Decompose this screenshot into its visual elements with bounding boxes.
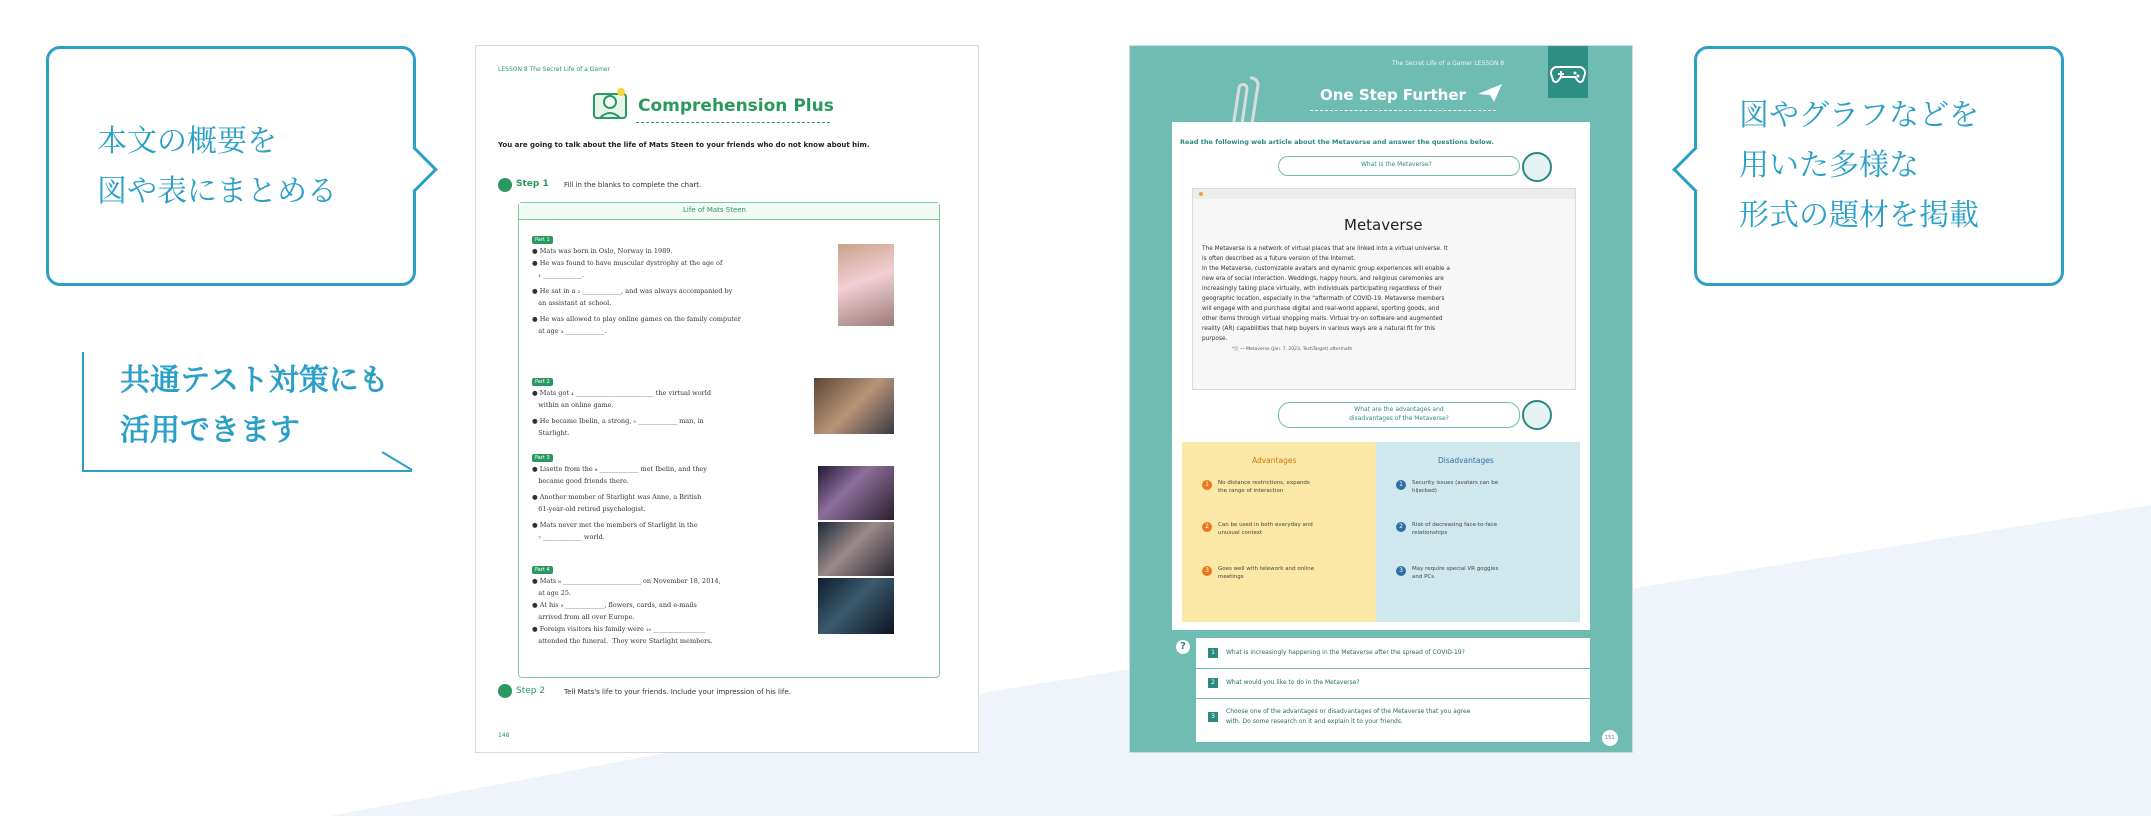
section-part-2 — [532, 368, 711, 439]
callout-summary — [46, 46, 416, 286]
part-1-line-2: ● He was found to have muscular dystrophy at the age of — [532, 259, 723, 267]
callout-summary-line-1: 本文の概要を — [97, 124, 277, 159]
article-line: new era of social interaction. Weddings, happy hours, and religious ceremonies are — [1202, 276, 1444, 282]
advantage-1-line-2: the range of interaction — [1218, 488, 1284, 494]
question-2-text: What would you like to do in the Metaverse? — [1226, 679, 1360, 686]
article-line: other items through virtual shopping malls. Virtual try-on software and augmented — [1202, 316, 1443, 322]
step1-text: Fill in the blanks to complete the chart. — [564, 181, 702, 189]
step2-icon — [498, 684, 512, 698]
article-body — [1202, 244, 1570, 344]
callout-diverse-line-1: 図やグラフなどを — [1739, 98, 1979, 133]
intro-text: You are going to talk about the life of Mats Steen to your friends who do not know about him. — [498, 141, 870, 149]
page-number: 148 — [498, 732, 510, 739]
title-underline — [1310, 110, 1496, 111]
question-divider — [1196, 668, 1590, 669]
callout-common-test-line-1: 共通テスト対策にも — [120, 363, 389, 398]
photo-gamers-1 — [818, 466, 894, 520]
question-pill-advantages — [1278, 402, 1520, 428]
question-pill-what — [1278, 156, 1520, 176]
question-3-line-2: with. Do some research on it and explain it to your friends. — [1226, 718, 1403, 725]
callout-diverse-formats — [1694, 46, 2064, 286]
photo-game-scene — [818, 578, 894, 634]
avatar-icon — [1522, 400, 1552, 430]
page-number-badge — [1602, 730, 1618, 746]
part-2-line-4: Starlight. — [532, 429, 570, 437]
question-mark-icon: ? — [1176, 640, 1190, 654]
part-tag: Part 3 — [532, 454, 553, 462]
textbook-page-comprehension — [476, 46, 978, 752]
part-4-line-2: at age 25. — [532, 589, 572, 597]
lesson-header: The Secret Life of a Gamer LESSON 8 — [1392, 60, 1505, 67]
part-1-line-6: ● He was allowed to play online games on the family computer — [532, 315, 741, 323]
part-1-line-5: an assistant at school. — [532, 299, 612, 307]
question-pill-adv-line-1: What are the advantages and — [1354, 406, 1444, 413]
article-line: geographic location, especially in the "aftermath of COVID-19. Metaverse members — [1202, 296, 1445, 302]
callout-diverse-line-3: 形式の題材を掲載 — [1739, 198, 1979, 233]
article-line: will engage with and purchase digital and real-world apparel, sporting goods, and — [1202, 306, 1440, 312]
part-3-line-3: ● Another member of Starlight was Anne, a British — [532, 493, 702, 501]
disadvantage-1-line-1: Security issues (avatars can be — [1412, 480, 1499, 486]
page-title: Comprehension Plus — [638, 96, 834, 116]
article-line: The Metaverse is a network of virtual places that are linked into a virtual universe. It — [1202, 246, 1448, 252]
article-line: is often described as a future version of the Internet. — [1202, 256, 1356, 262]
advantages-title: Advantages — [1252, 456, 1297, 465]
questions-box — [1196, 638, 1590, 742]
callout-common-test — [82, 352, 418, 472]
part-4-line-5: ● Foreign visitors his family were ₁₀ ________________ — [532, 625, 706, 633]
chart-title-bar — [519, 203, 939, 220]
article-window-bar — [1193, 189, 1575, 199]
instruction-text: Read the following web article about the Metaverse and answer the questions below. — [1180, 138, 1494, 146]
textbook-page-one-step-further — [1130, 46, 1632, 752]
book-reader-icon — [590, 84, 630, 124]
part-2-line-2: within an online game. — [532, 401, 614, 409]
part-tag: Part 1 — [532, 236, 553, 244]
question-1-text: What is increasingly happening in the Metaverse after the spread of COVID-19? — [1226, 649, 1465, 656]
part-2-line-3: ● He became Ibelin, a strong, ₅ ____________ man, in — [532, 417, 704, 425]
number-badge-1: 1 — [1202, 480, 1212, 490]
question-3-line-1: Choose one of the advantages or disadvantages of the Metaverse that you agree — [1226, 708, 1471, 715]
part-tag: Part 2 — [532, 378, 553, 386]
number-badge-3: 3 — [1202, 566, 1212, 576]
page-number: 151 — [1605, 735, 1615, 741]
number-badge-2: 2 — [1202, 522, 1212, 532]
part-1-line-4: ● He sat in a ₂ ____________, and was always accompanied by — [532, 287, 733, 295]
callout-diverse-line-2: 用いた多様な — [1739, 148, 1919, 183]
part-tag: Part 4 — [532, 566, 553, 574]
article-title: Metaverse — [1344, 216, 1423, 234]
part-1-line-1: ● Mats was born in Oslo, Norway in 1989. — [532, 247, 673, 255]
disadvantage-1-line-2: hijacked) — [1412, 488, 1437, 494]
avatar-icon — [1522, 152, 1552, 182]
number-badge-3: 3 — [1396, 566, 1406, 576]
step2-text: Tell Mats's life to your friends. Include your impression of his life. — [564, 688, 791, 696]
photo-child-2 — [814, 378, 894, 434]
callout-summary-line-2: 図や表にまとめる — [97, 174, 337, 209]
part-4-line-3: ● At his ₉ ____________, flowers, cards, and e-mails — [532, 601, 697, 609]
advantage-3-line-1: Goes well with telework and online — [1218, 566, 1315, 572]
part-3-line-2: became good friends there. — [532, 477, 629, 485]
part-3-line-6: ₇ ____________ world. — [532, 533, 605, 541]
question-pill-adv-line-2: disadvantages of the Metaverse? — [1349, 415, 1449, 422]
step2-label: Step 2 — [516, 686, 546, 696]
disadvantage-2-line-1: Risk of decreasing face-to-face — [1412, 522, 1498, 528]
question-pill-what-text: What is the Metaverse? — [1361, 161, 1432, 168]
question-number-badge: 3 — [1208, 712, 1218, 722]
question-divider — [1196, 698, 1590, 699]
part-3-line-4: 61-year-old retired psychologist. — [532, 505, 646, 513]
part-4-line-6: attended the funeral. They were Starlight members. — [532, 637, 713, 645]
article-line: reality (AR) capabilities that help buyers in various ways are a natural fit for this — [1202, 326, 1435, 332]
photo-child-1 — [838, 244, 894, 326]
number-badge-2: 2 — [1396, 522, 1406, 532]
disadvantage-2-line-2: relationships — [1412, 530, 1448, 536]
section-part-1 — [532, 226, 741, 337]
disadvantages-title: Disadvantages — [1438, 456, 1494, 465]
part-2-line-1: ● Mats got ₄ ________________________ the virtual world — [532, 389, 711, 397]
disadvantage-3-line-2: and PCs — [1412, 574, 1435, 580]
callout-common-test-line-2: 活用できます — [120, 413, 300, 448]
part-1-line-7: at age ₃ ____________. — [532, 327, 607, 335]
paper-plane-icon — [1476, 82, 1504, 104]
step1-icon — [498, 178, 512, 192]
photo-gamers-2 — [818, 522, 894, 576]
article-line: In the Metaverse, customizable avatars and dynamic group experiences will enable a — [1202, 266, 1450, 272]
advantage-2-line-1: Can be used in both everyday and — [1218, 522, 1313, 528]
lesson-header: LESSON 8 The Secret Life of a Gamer — [498, 66, 611, 73]
advantage-1-line-1: No distance restrictions, expands — [1218, 480, 1310, 486]
question-number-badge: 2 — [1208, 678, 1218, 688]
article-source: *注 ― Metaverse (Jan. 7, 2023, TechTarget) aftermath — [1232, 347, 1353, 352]
title-underline — [636, 122, 830, 123]
step1-label: Step 1 — [516, 179, 549, 189]
gamepad-badge — [1548, 46, 1588, 98]
advantage-3-line-2: meetings — [1218, 574, 1244, 580]
section-part-4 — [532, 556, 721, 647]
advantages-panel — [1182, 442, 1376, 622]
article-line: purpose. — [1202, 336, 1228, 342]
gamepad-icon — [1548, 52, 1588, 92]
part-4-line-1: ● Mats ₈ ________________________ on November 18, 2014, — [532, 577, 721, 585]
part-3-line-5: ● Mats never met the members of Starlight in the — [532, 521, 698, 529]
question-number-badge: 1 — [1208, 648, 1218, 658]
section-part-3 — [532, 444, 707, 543]
disadvantage-3-line-1: May require special VR goggles — [1412, 566, 1499, 572]
browser-dot-icon — [1199, 192, 1203, 196]
advantage-2-line-2: unusual context — [1218, 530, 1263, 536]
page-title: One Step Further — [1320, 86, 1466, 104]
disadvantages-panel — [1376, 442, 1580, 622]
part-3-line-1: ● Lisette from the ₆ ____________ met Ibelin, and they — [532, 465, 707, 473]
chart-title: Life of Mats Steen — [683, 206, 746, 214]
number-badge-1: 1 — [1396, 480, 1406, 490]
part-1-line-3: ₁ ____________. — [532, 271, 584, 279]
article-line: increasingly taking place virtually, with individuals participating regardless of their — [1202, 286, 1443, 292]
part-4-line-4: arrived from all over Europe. — [532, 613, 635, 621]
